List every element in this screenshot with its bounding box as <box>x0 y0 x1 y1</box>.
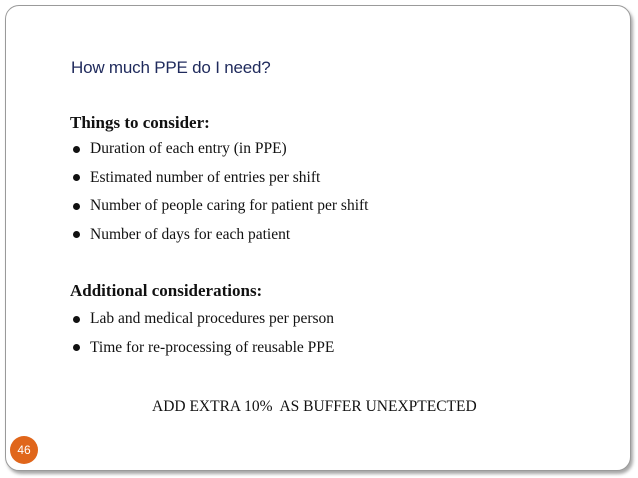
bullet-icon <box>73 231 80 238</box>
list-item <box>70 221 368 250</box>
slide <box>5 5 631 471</box>
bullet-icon <box>73 203 80 210</box>
bullet-icon <box>73 146 80 153</box>
buffer-note: ADD EXTRA 10% AS BUFFER UNEXPTECTED <box>152 398 477 415</box>
list-item-text: Lab and medical procedures per person <box>90 310 335 328</box>
slide-title: How much PPE do I need? <box>71 58 271 77</box>
bullet-icon <box>73 316 80 323</box>
list-item-text: Number of days for each patient <box>90 225 291 243</box>
things-to-consider-list <box>70 135 368 249</box>
list-item <box>70 192 368 221</box>
list-item <box>70 135 368 164</box>
additional-considerations-list <box>70 305 334 362</box>
list-item-text: Number of people caring for patient per shift <box>90 197 369 215</box>
things-to-consider-heading: Things to consider: <box>70 113 210 132</box>
list-item <box>70 164 368 193</box>
bullet-icon <box>73 174 80 181</box>
page-number-badge: 46 <box>10 436 38 464</box>
bullet-icon <box>73 344 80 351</box>
list-item-text: Duration of each entry (in PPE) <box>90 140 287 158</box>
additional-considerations-heading: Additional considerations: <box>70 281 263 300</box>
list-item-text: Estimated number of entries per shift <box>90 168 321 186</box>
list-item <box>70 305 334 334</box>
list-item-text: Time for re-processing of reusable PPE <box>90 338 335 356</box>
list-item <box>70 334 334 363</box>
